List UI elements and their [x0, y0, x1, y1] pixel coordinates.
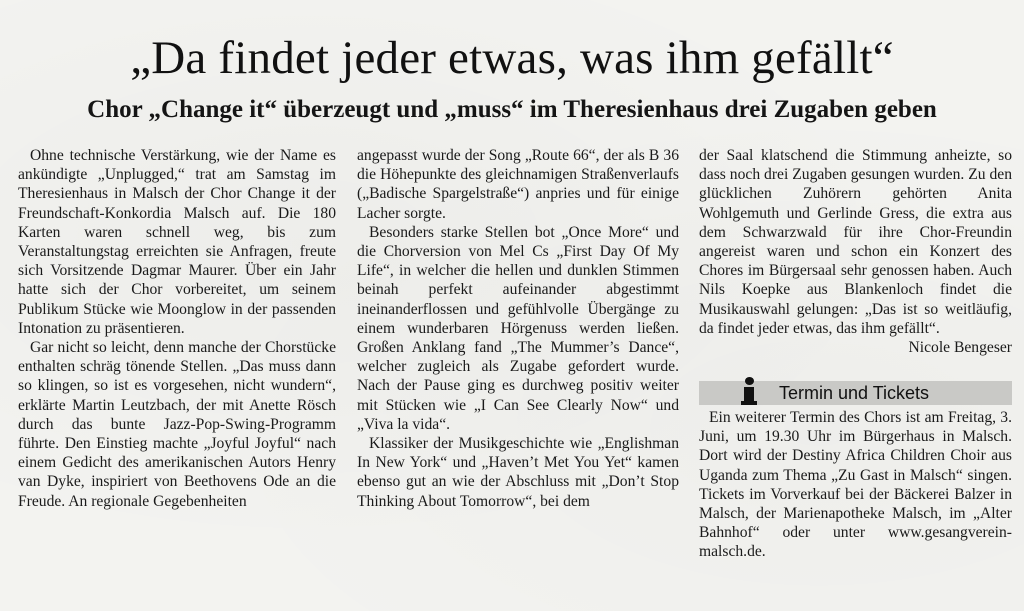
paragraph: Besonders starke Stellen bot „Once More“ und die Chorversion von Mel Cs „First Day Of My Life“, in welcher die hellen und dunklen Stimmen beinah perfekt aufeinander abgestimmt ineinanderflossen und gefühlvolle Übergänge zu einem wunderbaren Hörgenuss werden ließen. Großen Anklang fand „The Mummer’s Dance“, welcher zugleich als Zugabe gefordert wurde. Nach der Pause ging es durchweg positiv weiter mit Stücken wie „I Can See Clearly Now“ und „Viva la vida“. [357, 223, 679, 433]
article-column-2 [357, 146, 679, 511]
headline: „Da findet jeder etwas, was ihm gefällt“ [130, 32, 894, 84]
subheadline: Chor „Change it“ überzeugt und „muss“ im Theresienhaus drei Zugaben geben [87, 96, 937, 123]
paragraph: Klassiker der Musikgeschichte wie „Englishman In New York“ und „Haven’t Met You Yet“ kamen ebenso gut an wie der Abschluss mit „Don’t Stop Thinking About Tomorrow“, bei dem [357, 435, 679, 510]
info-box-text: Ein weiterer Termin des Chors ist am Freitag, 3. Juni, um 19.30 Uhr im Bürgerhaus in Malsch. Dort wird der Destiny Africa Children Choir aus Uganda zum Thema „Zu Gast in Malsch“ singen. Tickets im Vorverkauf bei der Bäckerei Balzer in Malsch, der Marienapotheke Malsch, im „Alter Bahnhof“ oder unter www.gesangverein-malsch.de. [699, 409, 1012, 561]
author-byline: Nicole Bengeser [908, 339, 1012, 357]
paragraph [699, 146, 1012, 357]
info-box [699, 381, 1012, 562]
article-column-3 [699, 146, 1012, 357]
paragraph-text: der Saal klatschend die Stimmung anheizte, so dass noch drei Zugaben gesungen wurden. Zu den glücklichen Zuhörern gehörten Anita Wohlgemuth und Gerlinde Gress, die extra aus dem Schwarzwald für ihre Chor-Freundin angereist waren und schon ein Konzert des Chores im Bürgersaal sehr genossen haben. Auch Nils Koepke aus Blankenloch findet die Musikauswahl gelungen: „Das ist so weitläufig, da findet jeder etwas, das ihm gefällt“. [699, 147, 1012, 337]
info-box-header [699, 381, 1012, 405]
info-icon [741, 377, 757, 407]
info-box-title: Termin und Tickets [779, 383, 930, 403]
paragraph: Gar nicht so leicht, denn manche der Chorstücke enthalten schräg tönende Stellen. „Das muss dann so klingen, so ist es vorgesehen, nicht wundern“, erklärte Martin Leutzbach, der mit Anette Rösch durch das bunte Jazz-Pop-Swing-Programm führte. Den Einstieg machte „Joyful Joyful“ nach einem Gedicht des amerikanischen Autors Henry van Dyke, inspiriert von Beethovens Ode an die Freude. An regionale Gegebenheiten [18, 339, 336, 510]
paragraph: Ohne technische Verstärkung, wie der Name es ankündigte „Unplugged,“ trat am Samstag im Theresienhaus in Malsch der Chor Change it der Freundschaft-Konkordia Malsch auf. Die 180 Karten waren schnell weg, bis zum Veranstaltungstag erreichten sie Anfragen, freute sich Vorsitzende Dagmar Maurer. Über ein Jahr hatte sich der Chor vorbereitet, um seinem Publikum Stücke wie Moonglow in der passenden Intonation zu präsentieren. [18, 147, 336, 337]
paragraph: angepasst wurde der Song „Route 66“, der als B 36 die Höhepunkte des gleichnamigen Straßenverlaufs („Badische Spargelstraße“) anpries und für einige Lacher sorgte. [357, 147, 679, 222]
article-column-1 [18, 146, 336, 511]
